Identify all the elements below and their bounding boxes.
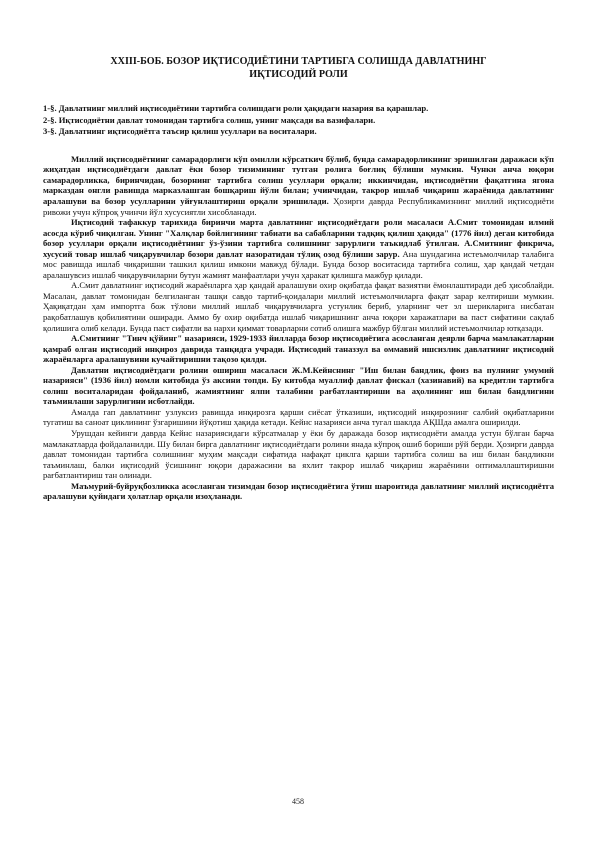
- section-list: [43, 103, 554, 138]
- paragraph-4: [43, 333, 554, 365]
- paragraph-7-normal: Урушдан кейинги даврда Кейнс назариясидаги кўрсатмалар у ёки бу даражада бозор иқтисодиёти амалда устун бўлган барча мамлакатларда фойдаланилди. Шу билан бирга давлатнинг иқтисодиётдаги ролини янада кўпроқ ошиб бориши рўй берди. Ҳозирги даврда давлат томонидан тартибга солишнинг муҳим мақсади сифатида нафақат циклга қарши тартибга солиш ва иш билан бандликни таъминлаш, балки иқтисодий ўсишнинг юқори даражасини ва яхлит такрор ишлаб чиқариш жараёнини оптималлаштиришни рағбатлантириш тан олинади.: [43, 428, 554, 481]
- body-text: [43, 154, 554, 502]
- section-item-2: 2-§. Иқтисодиётни давлат томонидан тартибга солиш, унинг мақсади ва вазифалари.: [43, 114, 376, 125]
- section-item-1: 1-§. Давлатнинг миллий иқтисодиётини тартибга солишдаги роли ҳақидаги назария ва қарашлар.: [43, 103, 429, 113]
- chapter-title-line-2: ИҚТИСОДИЙ РОЛИ: [249, 68, 348, 80]
- paragraph-4-bold: А.Смитнинг "Тинч қўйинг" назарияси, 1929-1933 йилларда бозор иқтисодиётига асосланган деярли барча мамлакатларни қамраб олган иқтисодий инқироз даврида танқидга учради. Иқтисодий таназзул ва оммавий ишсизлик давлатнинг иқтисодий жараёнларга аралашувини кучайтиришни тақозо қилди.: [43, 333, 554, 365]
- paragraph-1: [43, 154, 554, 217]
- paragraph-1-bold: Миллий иқтисодиётнинг самарадорлиги кўп омилли кўрсаткич бўлиб, бунда самарадорликнинг эришилган даражаси кўп жиҳатдан иқтисодиётдаги давлат ёки бозор тизимининг тутган ролига боғлиқ бўлиши мумкин. Чунки анча юқори самарадорликка, биринчидан, бозорнинг тартибга солиш усуллари орқали; иккинчидан, иқтисодиётни фақатгина ягона марказдан онгли равишда марказлашган бошқариш йўли билан; учинчидан, такрор ишлаб чиқариш жараёнида давлатнинг аралашуви ва бозор усулларини уйғунлаштириш орқали эришилади.: [43, 153, 554, 206]
- paragraph-6-normal: Амалда гап давлатнинг узлуксиз равишда инқирозга қарши сиёсат ўтказиши, иқтисодий инқирознинг салбий оқибатларини тугатиш ва саноат циклининг ўзгаришини йўқотиш ҳақида кетади. Кейнс назарияси анча тугал шаклда АҚШда амалга оширилди.: [43, 406, 554, 428]
- paragraph-5-bold: Давлатни иқтисодиётдаги ролини ошириш масаласи Ж.М.Кейнснинг "Иш билан бандлик, фоиз ва пулнинг умумий назарияси" (1936 йил) номли китобида ўз аксини топди. Бу китобда муаллиф давлат фискал (хазинавий) ва кредитли тартибга солиш воситаларидан фойдаланиб, жамиятнинг ялпи талабини рағбатлантириши ва аҳолининг иш билан бандлигини таъминлаши зарурлигини исботлайди.: [43, 364, 554, 407]
- paragraph-1-normal: Ҳозирги даврда Республикамизнинг миллий иқтисодиёти ривожи учун кўпроқ учинчи йўл хусусиятли хисобланади.: [43, 195, 554, 217]
- paragraph-2: [43, 217, 554, 280]
- chapter-title: [43, 56, 554, 81]
- chapter-title-line-1: XXIII-БОБ. БОЗОР ИҚТИСОДИЁТИНИ ТАРТИБГА СОЛИШДА ДАВЛАТНИНГ: [110, 56, 487, 67]
- paragraph-3: [43, 280, 554, 333]
- paragraph-6: [43, 407, 554, 428]
- paragraph-5: [43, 365, 554, 407]
- paragraph-7: [43, 428, 554, 481]
- paragraph-2-normal: Ана шундагина истеъмолчилар талабига мос равишда ишлаб чиқаришни ташкил қилиш имкони мавжуд бўлади. Бунда бозор воситасида тартибга солиш, ҳар қандай четдан аралашувсиз ишлаб чиқарувчиларни бутун жамият манфаатлари учун ҳаракат қилишга мажбур қилади.: [43, 248, 554, 280]
- paragraph-8: [43, 481, 554, 502]
- paragraph-2-bold: Иқтисодий тафаккур тарихида биринчи марта давлатнинг иқтисодиётдаги роли масаласи А.Смит томонидан илмий асосда кўриб чиқилган. Унинг "Халқлар бойлигининг табиати ва сабабларини тадқиқ қилиш ҳақида" (1776 йил) деган китобида бозор усуллари орқали иқтисодиётнинг ўз-ўзини тартибга солишнинг зарурлиги таъкидлаб ўтилган. А.Смитнинг фикрича, хусусий товар ишлаб чиқарувчилар бозори давлат назоратидан тўлиқ озод бўлиши зарур.: [43, 217, 554, 259]
- paragraph-3-normal: А.Смит давлатнинг иқтисодий жараёнларга ҳар қандай аралашуви охир оқибатда фақат вазиятни ёмонлаштиради деб ҳисоблайди. Масалан, давлат томонидан белгиланган ташқи савдо тартиб-қоидалари миллий истеъмолчиларга фақат зарар келтириши мумкин. Ҳақиқатдан ҳам импортга бож тўлови миллий ишлаб чиқарувчиларга устунлик бериб, уларнинг чет эл шерикларига нисбатан рақобатлашув қобилиятини оширади. Аммо бу охир оқибатда ишлаб чиқаришнинг анча юқори харажатлари ва паст сифатини сақлаб қолишига олиб келади. Бунда паст сифатли ва нархи қиммат товарларни сотиб олишга мажбур бўлган миллий истеъмолчилар ютқазади.: [43, 280, 554, 333]
- paragraph-8-bold: Маъмурий-буйруқбозликка асосланган тизимдан бозор иқтисодиётига ўтиш шароитида давлатнинг миллий иқтисодиётга аралашуви қуйидаги ҳолатлар орқали изоҳланади.: [43, 480, 554, 502]
- page-number: 458: [292, 797, 304, 806]
- section-item-3: 3-§. Давлатнинг иқтисодиётга таъсир қилиш усуллари ва воситалари.: [43, 126, 317, 137]
